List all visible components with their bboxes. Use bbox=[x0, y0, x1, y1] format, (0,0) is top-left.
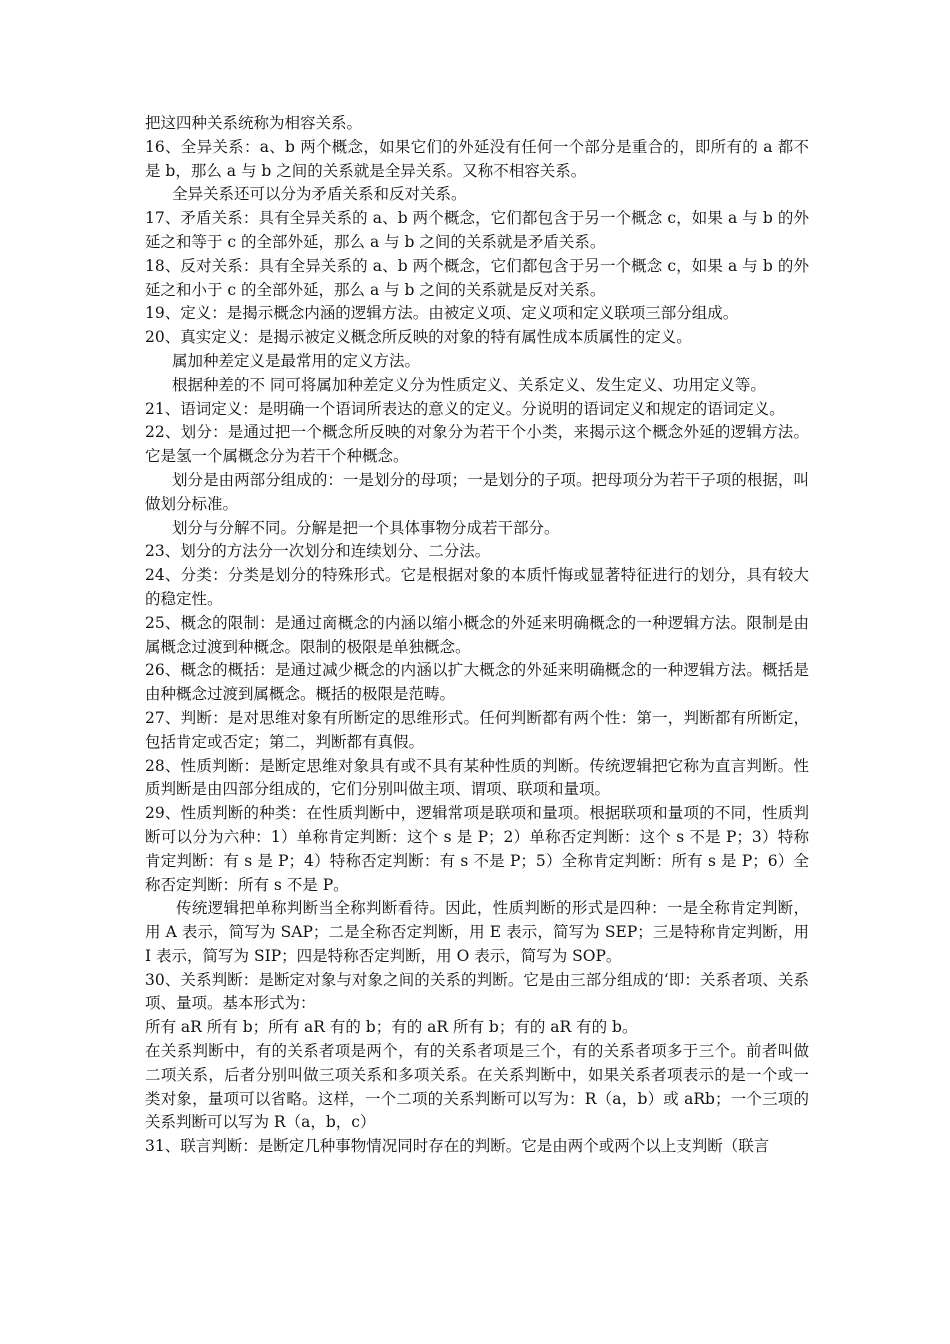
paragraph: 传统逻辑把单称判断当全称判断看待。因此，性质判断的形式是四种：一是全称肯定判断，用 A 表示，简写为 SAP；二是全称否定判断，用 E 表示，简写为 SEP；三是特称肯定判断，用 I 表示，简写为 SIP；四是特称否定判断，用 O 表示，简写为 SOP。 bbox=[145, 899, 809, 965]
paragraph: 19、定义：是揭示概念内涵的逻辑方法。由被定义项、定义项和定义联项三部分组成。 bbox=[145, 304, 739, 323]
paragraph: 21、语词定义：是明确一个语词所表达的意义的定义。分说明的语词定义和规定的语词定义。 bbox=[145, 399, 785, 418]
paragraph: 18、反对关系：具有全异关系的 a、b 两个概念，它们都包含于另一个概念 c，如果 a 与 b 的外延之和小于 c 的全部外延，那么 a 与 b 之间的关系就是反对关系。 bbox=[145, 256, 809, 299]
paragraph: 26、概念的概括：是通过减少概念的内涵以扩大概念的外延来明确概念的一种逻辑方法。概括是由种概念过渡到属概念。概括的极限是范畴。 bbox=[145, 661, 809, 704]
paragraph: 根据种差的不 同可将属加种差定义分为性质定义、关系定义、发生定义、功用定义等。 bbox=[172, 375, 766, 394]
paragraph: 全异关系还可以分为矛盾关系和反对关系。 bbox=[172, 185, 467, 204]
paragraph: 29、性质判断的种类：在性质判断中，逻辑常项是联项和量项。根据联项和量项的不同，性质判断可以分为六种：1）单称肯定判断：这个 s 是 P；2）单称否定判断：这个 s 不是 P；3）特称肯定判断：有 s 是 P；4）特称否定判断：有 s 不是 P；5）全称肯定判断：所有 s 是 P；6）全称否定判断：所有 s 不是 P。 bbox=[145, 804, 809, 894]
paragraph: 25、概念的限制：是通过啇概念的内涵以缩小概念的外延来明确概念的一种逻辑方法。限制是由属概念过渡到种概念。限制的极限是单独概念。 bbox=[145, 613, 809, 656]
paragraph: 20、真实定义：是揭示被定义概念所反映的对象的特有属性成本质属性的定义。 bbox=[145, 328, 692, 347]
paragraph: 17、矛盾关系：具有全异关系的 a、b 两个概念，它们都包含于另一个概念 c，如果 a 与 b 的外延之和等于 c 的全部外延，那么 a 与 b 之间的关系就是矛盾关系。 bbox=[145, 209, 809, 251]
paragraph: 在关系判断中，有的关系者项是两个，有的关系者项是三个，有的关系者项多于三个。前者叫做二项关系，后者分别叫做三项关系和多项关系。在关系判断中，如果关系者项表示的是一个或一类对象，量项可以省略。这样，一个二项的关系判断可以写为：R（a，b）或 aRb；一个三项的关系判断可以写为 R（a，b，c） bbox=[145, 1042, 809, 1132]
paragraph: 16、全异关系：a、b 两个概念，如果它们的外延没有任何一个部分是重合的，即所有的 a 都不是 b，那么 a 与 b 之间的关系就是全异关系。又称不相容关系。 bbox=[145, 137, 809, 180]
paragraph: 31、联言判断：是断定几种事物情况同时存在的判断。它是由两个或两个以上支判断（联言 bbox=[145, 1137, 770, 1156]
paragraph: 把这四种关系统称为相容关系。 bbox=[145, 114, 363, 132]
paragraph: 30、关系判断：是断定对象与对象之间的关系的判断。它是由三部分组成的‘即：关系者项、关系项、量项。基本形式为： bbox=[145, 970, 809, 1013]
paragraph: 23、划分的方法分一次划分和连续划分、二分法。 bbox=[145, 542, 491, 561]
paragraph: 划分是由两部分组成的：一是划分的母项；一是划分的子项。把母项分为若干子项的根据，叫做划分标准。 bbox=[145, 470, 809, 513]
paragraph: 27、判断：是对思维对象有所断定的思维形式。任何判断都有两个性：第一，判断都有所断定，包括肯定或否定；第二，判断都有真假。 bbox=[145, 708, 809, 751]
paragraph: 28、性质判断：是断定思维对象具有或不具有某种性质的判断。传统逻辑把它称为直言判断。性质判断是由四部分组成的，它们分别叫做主项、谓项、联项和量项。 bbox=[145, 756, 809, 799]
paragraph: 属加种差定义是最常用的定义方法。 bbox=[172, 351, 421, 370]
paragraph: 划分与分解不同。分解是把一个具体事物分成若干部分。 bbox=[172, 518, 560, 537]
paragraph: 22、划分：是通过把一个概念所反映的对象分为若干个小类，来揭示这个概念外延的逻辑方法。它是氢一个属概念分为若干个种概念。 bbox=[145, 423, 809, 466]
paragraph: 所有 aR 所有 b；所有 aR 有的 b；有的 aR 所有 b；有的 aR 有的 b。 bbox=[145, 1018, 638, 1037]
paragraph: 24、分类：分类是划分的特殊形式。它是根据对象的本质忏悔或显著特征进行的划分，具有较大的稳定性。 bbox=[145, 566, 809, 608]
document-page bbox=[145, 112, 809, 1159]
